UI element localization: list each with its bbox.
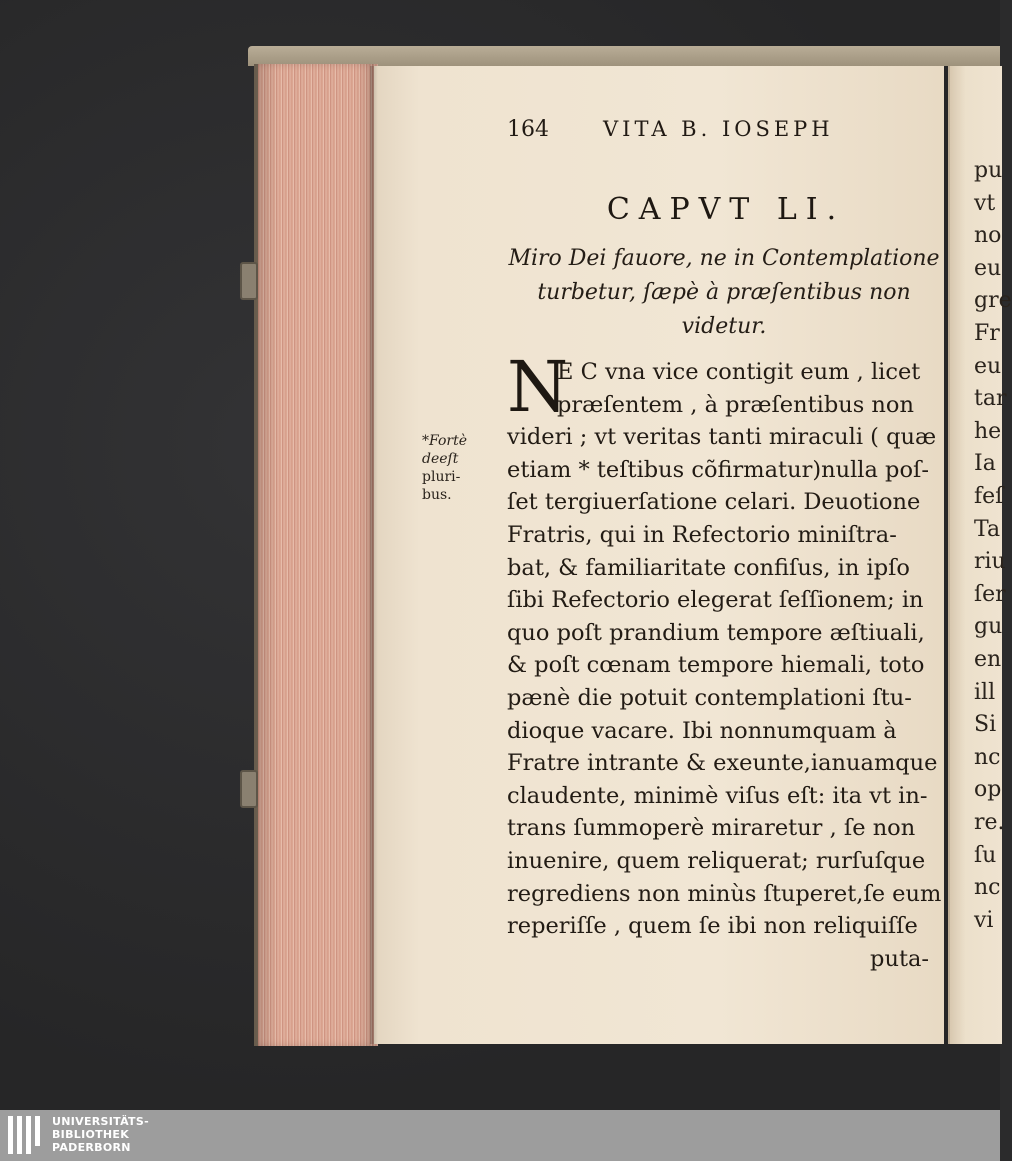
chapter-subtitle <box>506 242 942 344</box>
facing-page-fragment: vi <box>974 907 994 933</box>
facing-page-fragment: Si <box>974 712 997 738</box>
marginal-note <box>422 432 492 504</box>
text-line: inuenire, quem reliquerat; rurſuſque <box>507 847 926 874</box>
facing-page-fragment: en <box>974 647 1002 672</box>
text-line: pænè die potuit contemplationi ſtu- <box>507 684 912 711</box>
text-line: ſet tergiuerſatione celari. Deuotione <box>507 489 921 516</box>
text-line: trans ſummoperè miraretur , ſe non <box>507 815 916 842</box>
page-number: 164 <box>507 117 549 142</box>
catchword: puta- <box>870 945 929 972</box>
facing-page-fragment: ſer <box>974 581 1006 607</box>
text-line: claudente, minimè viſus eſt: ita vt in- <box>507 782 928 809</box>
facing-page-edge <box>948 66 1012 1044</box>
page-content <box>374 66 944 1044</box>
chapter-title: CAPVT LI. <box>606 192 846 227</box>
cover-top-edge <box>248 46 1000 66</box>
facing-page-fragment: Ia <box>974 451 996 477</box>
text-line: videri ; vt veritas tanti miraculi ( quæ <box>507 424 937 451</box>
facing-page-fragment: Ta <box>974 516 1001 542</box>
facing-page-fragment: op <box>974 777 1002 803</box>
marginal-line-1: Fortè <box>429 433 467 449</box>
subtitle-line: videtur. <box>681 314 767 339</box>
marginal-star: * <box>422 433 429 449</box>
library-line-2: BIBLIOTHEK <box>52 1128 130 1141</box>
clasp-lower <box>240 770 258 808</box>
text-line: & poſt cœnam tempore hiemali, toto <box>507 652 925 679</box>
library-footer-bar <box>0 1110 1000 1161</box>
facing-page-fragment: no <box>974 223 1002 249</box>
text-line: reperiſſe , quem ſe ibi non reliquiſſe <box>507 913 918 940</box>
marginal-line-2-rest: pluri- <box>422 469 461 485</box>
facing-page-fragment: riu <box>974 549 1006 575</box>
facing-page-fragment: Fr <box>974 321 1000 346</box>
text-line: regrediens non minùs ſtuperet,ſe eum <box>507 880 942 907</box>
facing-page-fragment: vt <box>974 190 996 216</box>
text-line: etiam * teſtibus cõfirmatur)nulla poſ- <box>507 456 929 483</box>
subtitle-line: Miro Dei fauore, ne in Contemplatione <box>508 246 940 271</box>
facing-page-fragment: re. <box>974 810 1005 835</box>
text-line: bat, & familiaritate confiſus, in ipſo <box>507 554 910 581</box>
page-edge-shading <box>254 64 374 1046</box>
subtitle-line: turbetur, ſæpè à præſentibus non <box>537 280 911 305</box>
drop-cap: N <box>507 346 569 428</box>
library-line-1: UNIVERSITÄTS- <box>52 1115 149 1128</box>
facing-page-fragment: he <box>974 418 1002 444</box>
text-line: Fratre intrante & exeunte,ianuamque <box>507 750 938 777</box>
library-logo-icon <box>8 1116 46 1154</box>
facing-page-fragment: feſ <box>974 484 1004 509</box>
facing-page-fragment: eu <box>974 255 1002 281</box>
text-line: Fratris, qui in Refectorio miniſtra- <box>507 521 897 548</box>
text-line: E C vna vice contigit eum , licet <box>557 359 921 385</box>
marginal-line-3: bus. <box>422 487 452 503</box>
facing-page-fragment: pu <box>974 158 1003 183</box>
text-line: præſentem , à præſentibus non <box>557 391 914 418</box>
facing-page-fragment: nc <box>974 744 1001 770</box>
marginal-line-2-italic: deeſt <box>422 451 459 467</box>
facing-page-fragment: nc <box>974 875 1001 901</box>
facing-page-fragment: ill <box>974 679 996 705</box>
library-name <box>52 1115 149 1154</box>
text-line: ſibi Refectorio elegerat ſeſſionem; in <box>507 587 924 614</box>
text-line: dioque vacare. Ibi nonnumquam à <box>507 717 897 744</box>
facing-page-fragment: gu <box>974 614 1003 640</box>
facing-page-fragment: eu <box>974 353 1002 379</box>
body-text <box>507 346 942 975</box>
clasp-upper <box>240 262 258 300</box>
library-line-3: PADERBORN <box>52 1141 131 1154</box>
facing-page-fragment: ſu <box>974 842 997 868</box>
running-title: VITA B. IOSEPH <box>603 117 834 141</box>
text-line: quo poſt prandium tempore æſtiuali, <box>507 619 925 646</box>
facing-page-fragment: tar <box>974 386 1007 412</box>
facing-page-fragment: gre <box>974 288 1012 314</box>
running-head <box>507 117 947 147</box>
